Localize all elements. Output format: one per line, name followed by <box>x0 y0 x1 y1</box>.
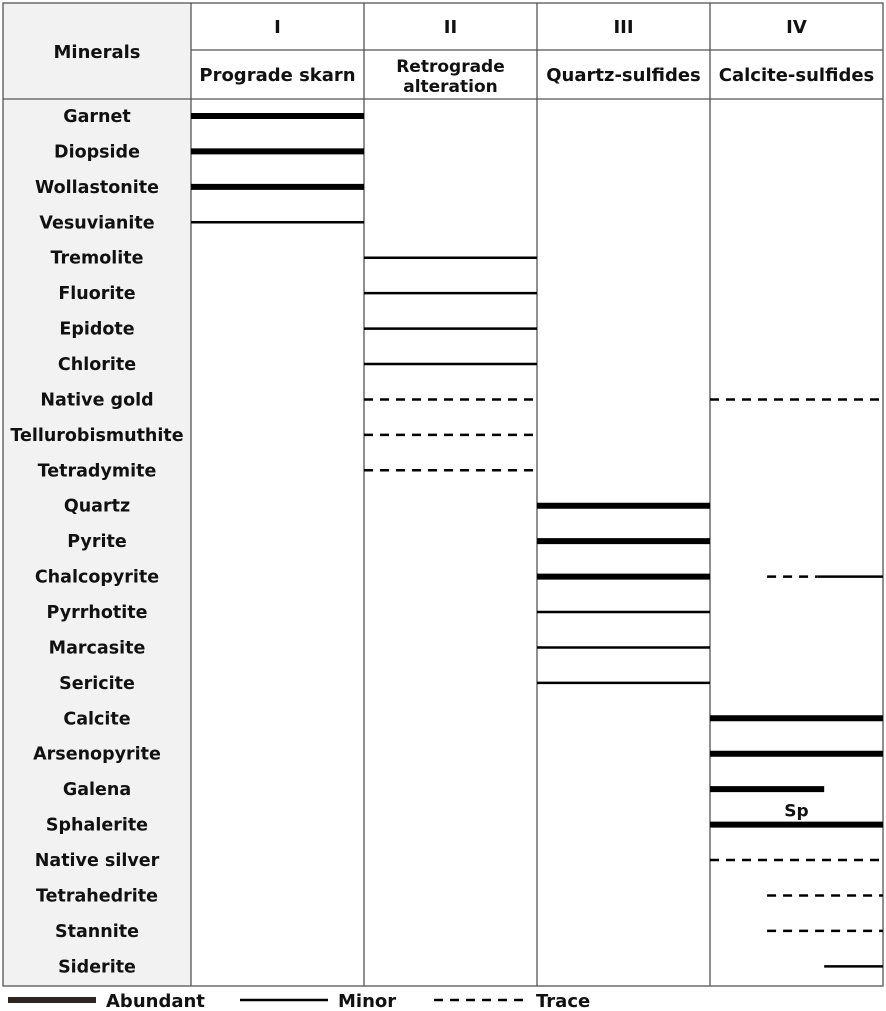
stage-numeral: IV <box>786 17 807 38</box>
mineral-label: Garnet <box>63 107 131 127</box>
mineral-label: Pyrite <box>67 532 127 553</box>
stage-name: Quartz-sulfides <box>546 65 701 86</box>
stage-name: Calcite-sulfides <box>718 65 875 86</box>
stage-name-line: Retrograde <box>396 57 505 77</box>
mineral-label: Siderite <box>58 957 136 978</box>
stage-name: Prograde skarn <box>199 65 356 86</box>
legend-trace-label: Trace <box>536 991 591 1011</box>
mineral-label: Marcasite <box>48 638 146 659</box>
mineral-label: Chalcopyrite <box>34 567 160 588</box>
stage-numeral: II <box>443 17 458 38</box>
stage-numeral: I <box>274 17 281 38</box>
mineral-label: Native silver <box>34 851 160 872</box>
legend-abundant-label: Abundant <box>106 991 205 1011</box>
mineral-label: Fluorite <box>58 284 136 305</box>
mineral-label: Quartz <box>63 496 131 517</box>
mineral-label: Sericite <box>59 673 135 694</box>
mineral-label: Tetradymite <box>37 461 157 482</box>
mineral-label: Arsenopyrite <box>33 744 161 765</box>
mineral-label: Stannite <box>55 921 139 942</box>
mineral-label: Vesuvianite <box>39 213 155 234</box>
mineral-label: Chlorite <box>57 355 137 376</box>
mineral-label: Sphalerite <box>45 815 149 836</box>
mineral-label: Tetrahedrite <box>35 886 159 907</box>
mineral-label: Pyrrhotite <box>46 603 148 624</box>
mineral-label: Epidote <box>59 319 135 340</box>
mineral-label: Wollastonite <box>34 177 160 198</box>
minerals-header: Minerals <box>53 42 141 63</box>
mineral-label: Native gold <box>40 390 154 411</box>
sphalerite-annotation: Sp <box>784 801 809 822</box>
legend-minor-label: Minor <box>338 991 397 1011</box>
mineral-label: Diopside <box>54 142 140 163</box>
mineral-label: Tremolite <box>50 248 144 269</box>
stage-numeral: III <box>613 17 634 38</box>
mineral-label: Tellurobismuthite <box>10 425 184 446</box>
mineral-label: Calcite <box>63 709 131 730</box>
stage-name-line: alteration <box>403 77 498 97</box>
mineral-label: Galena <box>62 780 132 801</box>
